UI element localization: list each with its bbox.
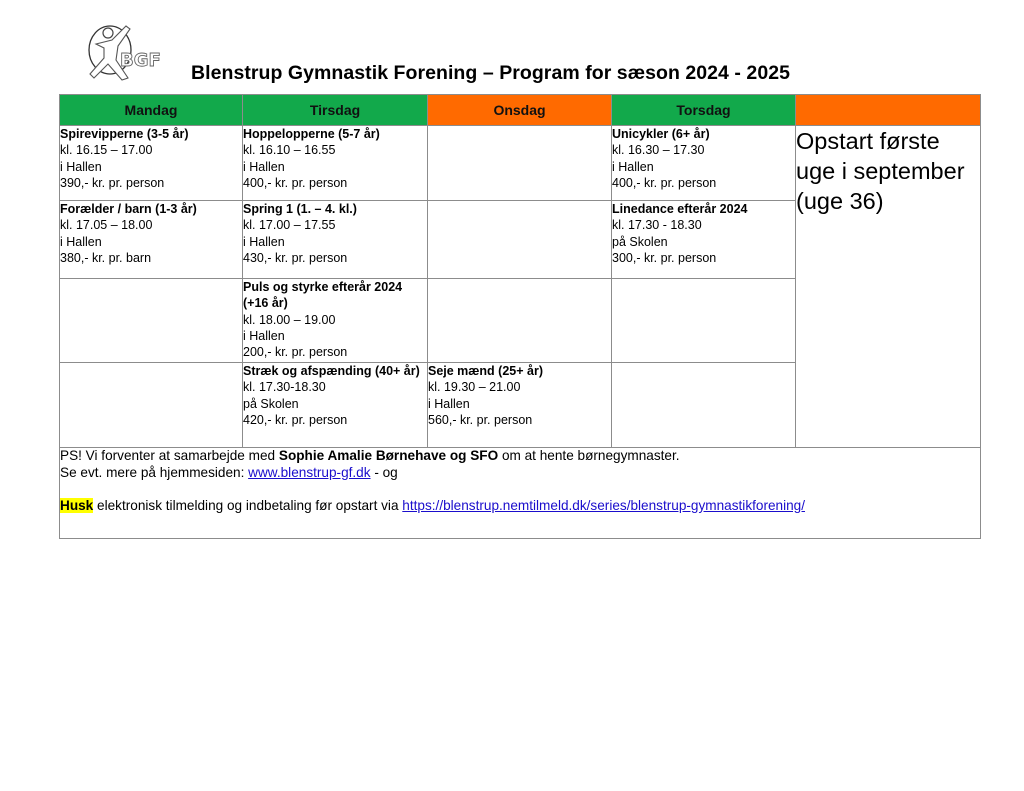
empty-cell xyxy=(428,126,612,201)
class-price: 300,- kr. pr. person xyxy=(612,250,717,265)
class-place: på Skolen xyxy=(243,396,299,411)
class-place: i Hallen xyxy=(60,234,102,249)
empty-cell xyxy=(428,201,612,279)
class-cell xyxy=(60,201,243,279)
footer-row xyxy=(60,448,981,539)
class-time: kl. 16.10 – 16.55 xyxy=(243,143,336,158)
husk-highlight: Husk xyxy=(60,497,94,513)
class-place: på Skolen xyxy=(612,234,668,249)
class-cell xyxy=(243,279,428,363)
footer-text: elektronisk tilmelding og indbetaling før opstart via xyxy=(93,497,403,513)
class-cell xyxy=(428,363,612,448)
footer-text: Se evt. mere på hjemmesiden: xyxy=(60,464,249,480)
footer-line-1 xyxy=(60,448,980,465)
class-cell xyxy=(612,126,796,201)
day-header-empty xyxy=(796,95,981,126)
day-header-tirsdag: Tirsdag xyxy=(243,95,428,126)
class-place: i Hallen xyxy=(612,159,654,174)
day-header-onsdag: Onsdag xyxy=(428,95,612,126)
class-time: kl. 17.05 – 18.00 xyxy=(60,218,153,233)
class-place: i Hallen xyxy=(243,328,285,343)
empty-cell xyxy=(612,279,796,363)
class-place: i Hallen xyxy=(428,396,470,411)
class-time: kl. 18.00 – 19.00 xyxy=(243,312,336,327)
class-price: 200,- kr. pr. person xyxy=(243,345,348,360)
partner-name: Sophie Amalie Børnehave og SFO xyxy=(278,448,499,463)
class-name: Hoppelopperne (5-7 år) xyxy=(243,127,380,141)
class-time: kl. 16.30 – 17.30 xyxy=(612,143,705,158)
day-header-torsdag: Torsdag xyxy=(612,95,796,126)
class-place: i Hallen xyxy=(243,234,285,249)
class-time: kl. 16.15 – 17.00 xyxy=(60,143,153,158)
day-header-mandag: Mandag xyxy=(60,95,243,126)
class-name: Seje mænd (25+ år) xyxy=(428,364,543,378)
class-time: kl. 17.00 – 17.55 xyxy=(243,218,336,233)
table-row xyxy=(60,126,981,201)
logo-text: BGF xyxy=(120,50,161,71)
class-time: kl. 19.30 – 21.00 xyxy=(428,380,521,395)
empty-cell xyxy=(612,363,796,448)
footer-text: - og xyxy=(370,464,398,480)
day-header-row xyxy=(60,95,981,126)
signup-link[interactable]: https://blenstrup.nemtilmeld.dk/series/blenstrup-gymnastikforening/ xyxy=(402,497,806,513)
gymnast-logo-icon xyxy=(82,20,166,82)
empty-cell xyxy=(428,279,612,363)
class-name: Linedance efterår 2024 xyxy=(612,202,748,216)
class-place: i Hallen xyxy=(243,159,285,174)
footer-line-2 xyxy=(60,465,980,482)
blank-line xyxy=(60,481,980,498)
website-link[interactable]: www.blenstrup-gf.dk xyxy=(248,464,371,480)
empty-cell xyxy=(60,363,243,448)
class-name: Puls og styrke efterår 2024 (+16 år) xyxy=(243,280,403,311)
empty-cell xyxy=(60,279,243,363)
class-price: 420,- kr. pr. person xyxy=(243,412,348,427)
class-price: 560,- kr. pr. person xyxy=(428,412,533,427)
class-price: 400,- kr. pr. person xyxy=(243,175,348,190)
class-name: Spring 1 (1. – 4. kl.) xyxy=(243,202,357,216)
page-title: Blenstrup Gymnastik Forening – Program for sæson 2024 - 2025 xyxy=(191,62,791,84)
footer-line-3 xyxy=(60,498,980,515)
class-price: 430,- kr. pr. person xyxy=(243,250,348,265)
schedule-table xyxy=(59,94,981,539)
class-name: Forælder / barn (1-3 år) xyxy=(60,202,197,216)
class-time: kl. 17.30 - 18.30 xyxy=(612,218,702,233)
footer-text: PS! Vi forventer at samarbejde med xyxy=(60,448,279,463)
class-cell xyxy=(612,201,796,279)
class-price: 380,- kr. pr. barn xyxy=(60,250,152,265)
class-place: i Hallen xyxy=(60,159,102,174)
club-logo xyxy=(82,20,166,82)
class-name: Stræk og afspænding (40+ år) xyxy=(243,364,420,378)
class-cell xyxy=(243,126,428,201)
opstart-note: Opstart første uge i september (uge 36) xyxy=(796,126,981,448)
class-cell xyxy=(243,201,428,279)
class-price: 400,- kr. pr. person xyxy=(612,175,717,190)
class-name: Unicykler (6+ år) xyxy=(612,127,710,141)
class-cell xyxy=(243,363,428,448)
class-name: Spirevipperne (3-5 år) xyxy=(60,127,189,141)
class-price: 390,- kr. pr. person xyxy=(60,175,165,190)
class-time: kl. 17.30-18.30 xyxy=(243,380,326,395)
footer-text: om at hente børnegymnaster. xyxy=(498,448,680,463)
footer-note xyxy=(60,448,981,539)
class-cell xyxy=(60,126,243,201)
